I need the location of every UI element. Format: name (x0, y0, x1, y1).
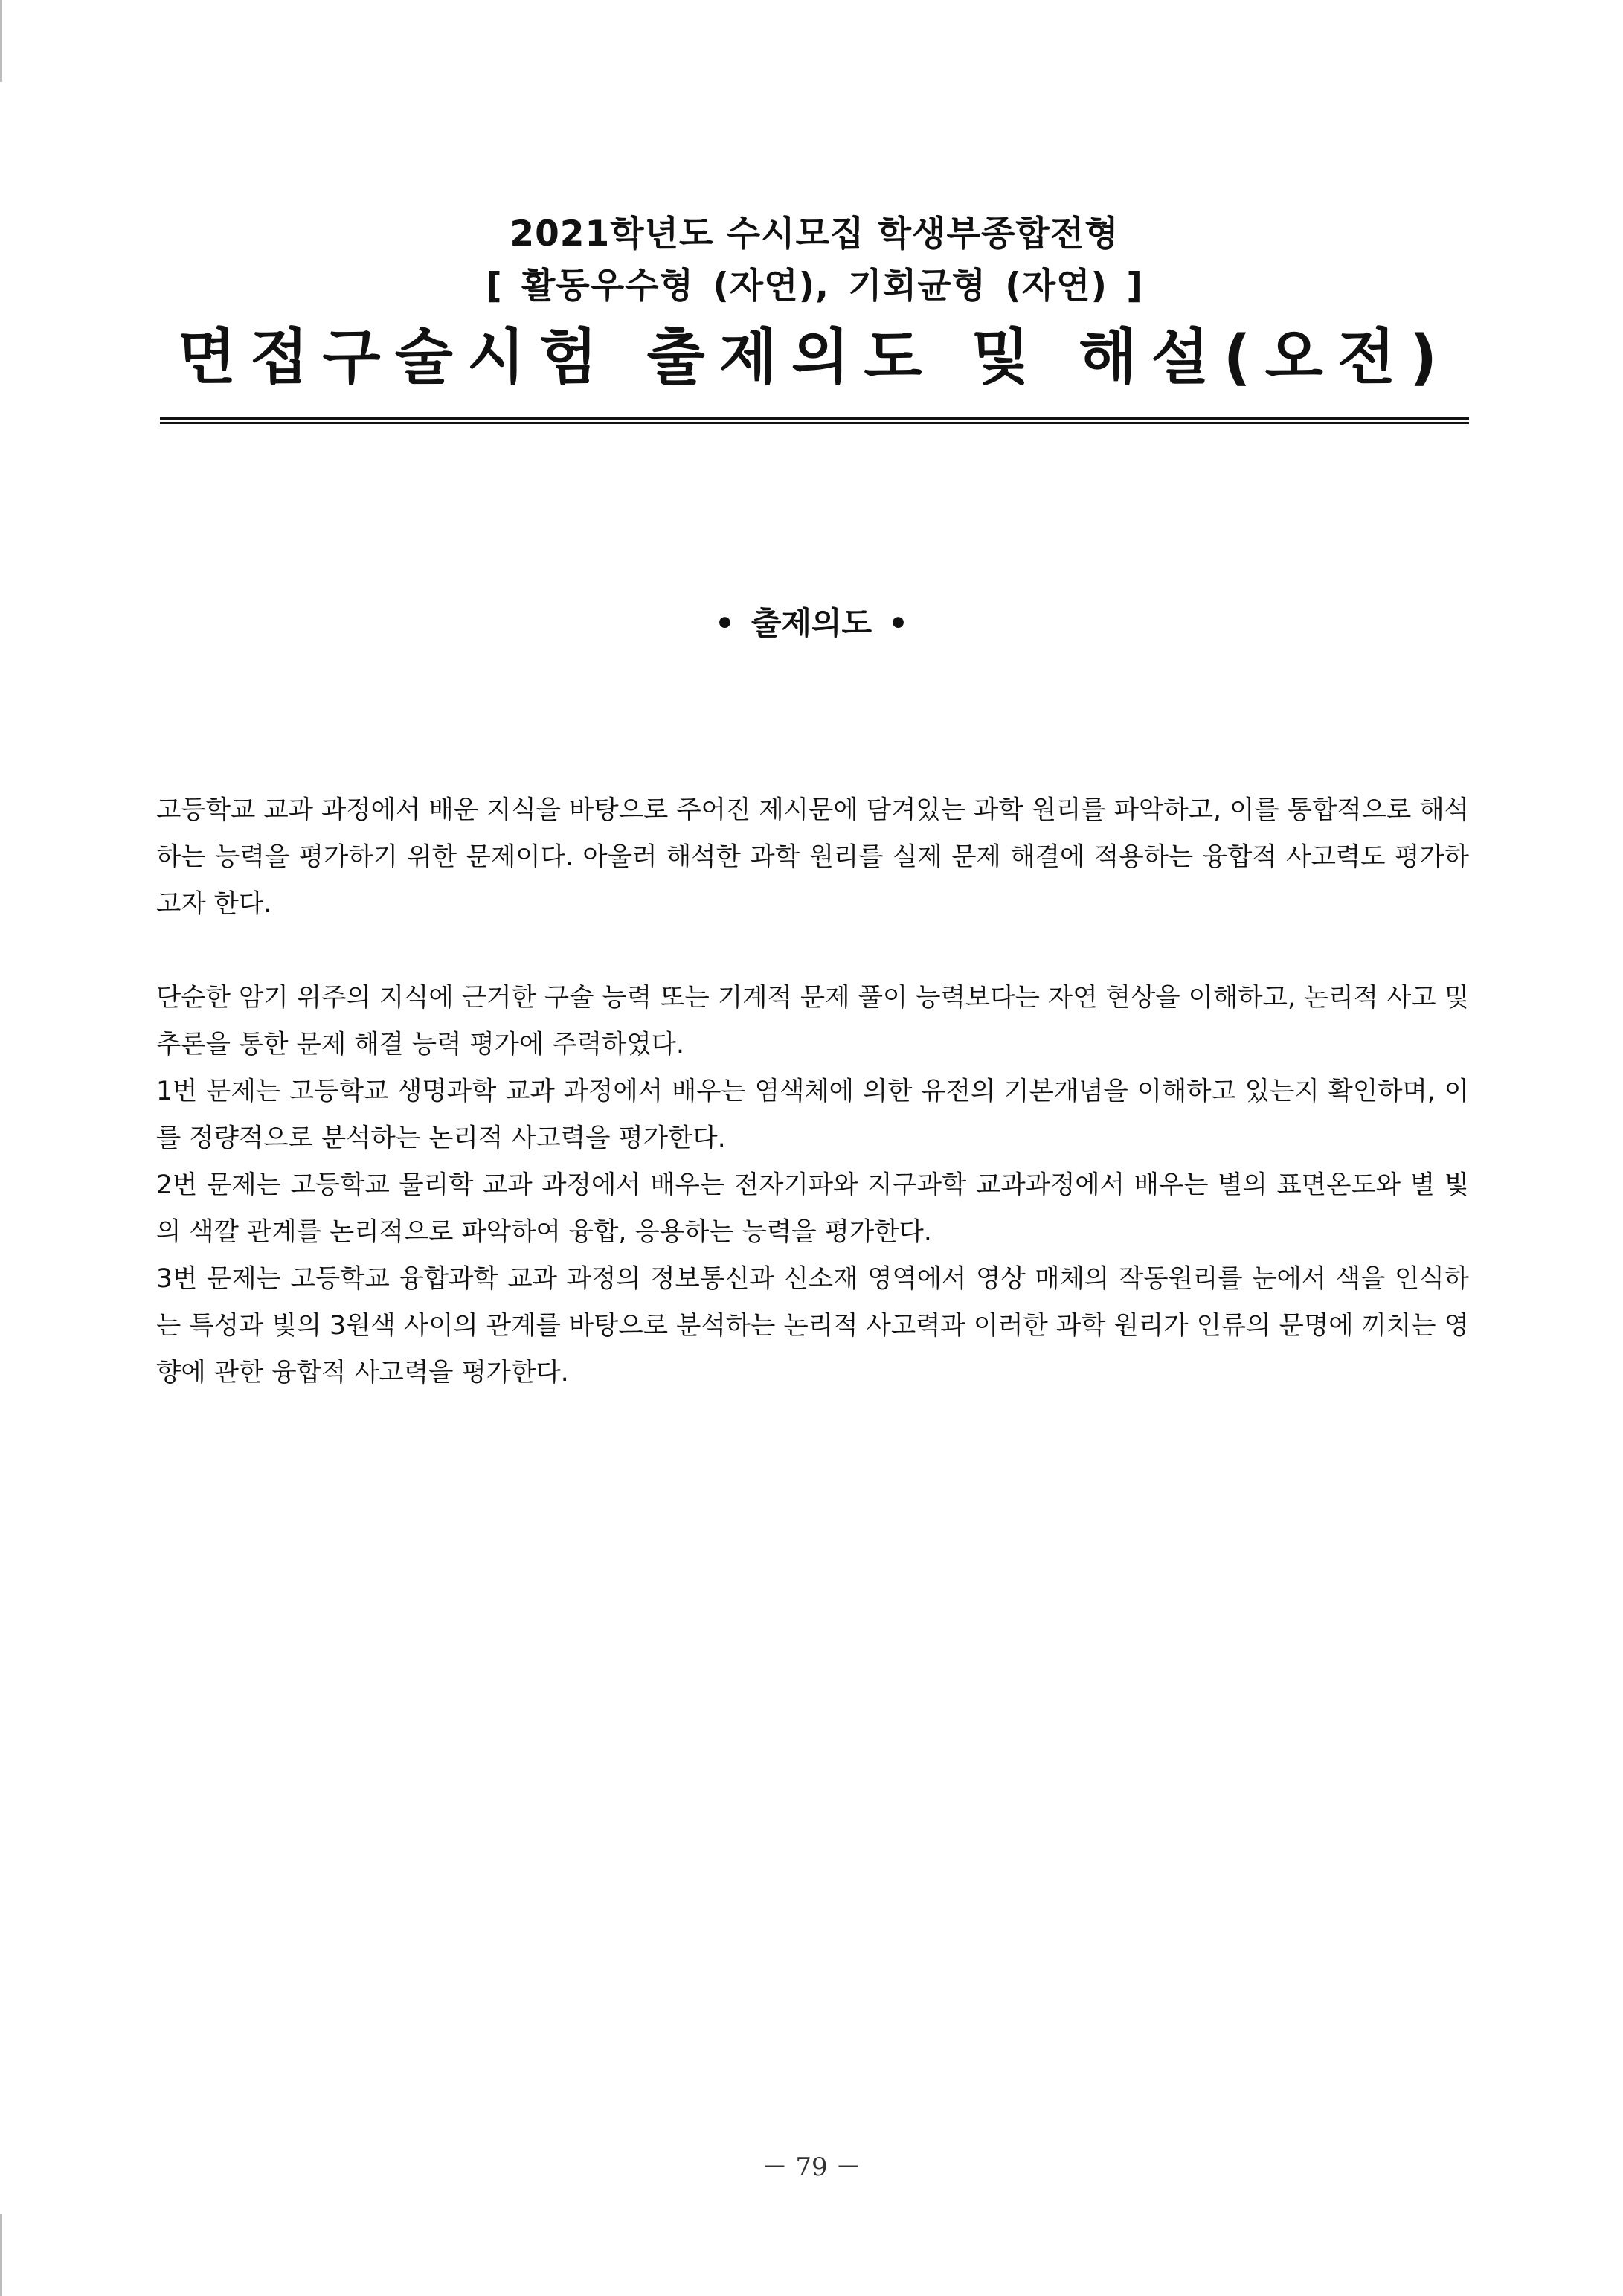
section-heading-text: 출제의도 (751, 605, 872, 641)
paragraph-text: 고등학교 교과 과정에서 배운 지식을 바탕으로 주어진 제시문에 담겨있는 과학 원리를 파악하고, 이를 통합적으로 해석하는 능력을 평가하기 위한 문제이다. 아울러 해석한 과학 원리를 실제 문제 해결에 적용하는 융합적 사고력도 평가하고자 한다. (156, 795, 1469, 919)
section-heading (0, 601, 1623, 646)
header-track-line: [ 활동우수형 (자연), 기회균형 (자연) ] (486, 266, 1143, 307)
question-3-description: 3번 문제는 고등학교 융합과학 교과 과정의 정보통신과 신소재 영역에서 영상 매체의 작동원리를 눈에서 색을 인식하는 특성과 빛의 3원색 사이의 관계를 바탕으로 분석하는 논리적 사고력과 이러한 과학 원리가 인류의 문명에 끼치는 영향에 관한 융합적 사고력을 평가한다. (156, 1264, 1469, 1388)
intent-paragraph-1 (156, 787, 1469, 928)
document-header (160, 208, 1469, 399)
page-number: － 79 － (762, 2152, 861, 2182)
paragraph-text: 단순한 암기 위주의 지식에 근거한 구술 능력 또는 기계적 문제 풀이 능력보다는 자연 현상을 이해하고, 논리적 사고 및 추론을 통한 문제 해결 능력 평가에 주력하였다. (156, 983, 1469, 1059)
page-edge-mark-top (0, 0, 2, 82)
header-year-line: 2021학년도 수시모집 학생부종합전형 (510, 214, 1119, 254)
bullet-left: • (714, 605, 735, 641)
bullet-right: • (888, 605, 908, 641)
title-double-rule (160, 417, 1469, 424)
document-title: 면접구술시험 출제의도 및 해설(오전) (177, 323, 1452, 393)
page-edge-mark-bottom (0, 2214, 2, 2296)
question-1-description: 1번 문제는 고등학교 생명과학 교과 과정에서 배우는 염색체에 의한 유전의 기본개념을 이해하고 있는지 확인하며, 이를 정량적으로 분석하는 논리적 사고력을 평가한다. (156, 1077, 1469, 1153)
intent-paragraph-2 (156, 975, 1469, 1396)
question-2-description: 2번 문제는 고등학교 물리학 교과 과정에서 배우는 전자기파와 지구과학 교과과정에서 배우는 별의 표면온도와 별 빛의 색깔 관계를 논리적으로 파악하여 융합, 응용하는 능력을 평가한다. (156, 1170, 1469, 1247)
